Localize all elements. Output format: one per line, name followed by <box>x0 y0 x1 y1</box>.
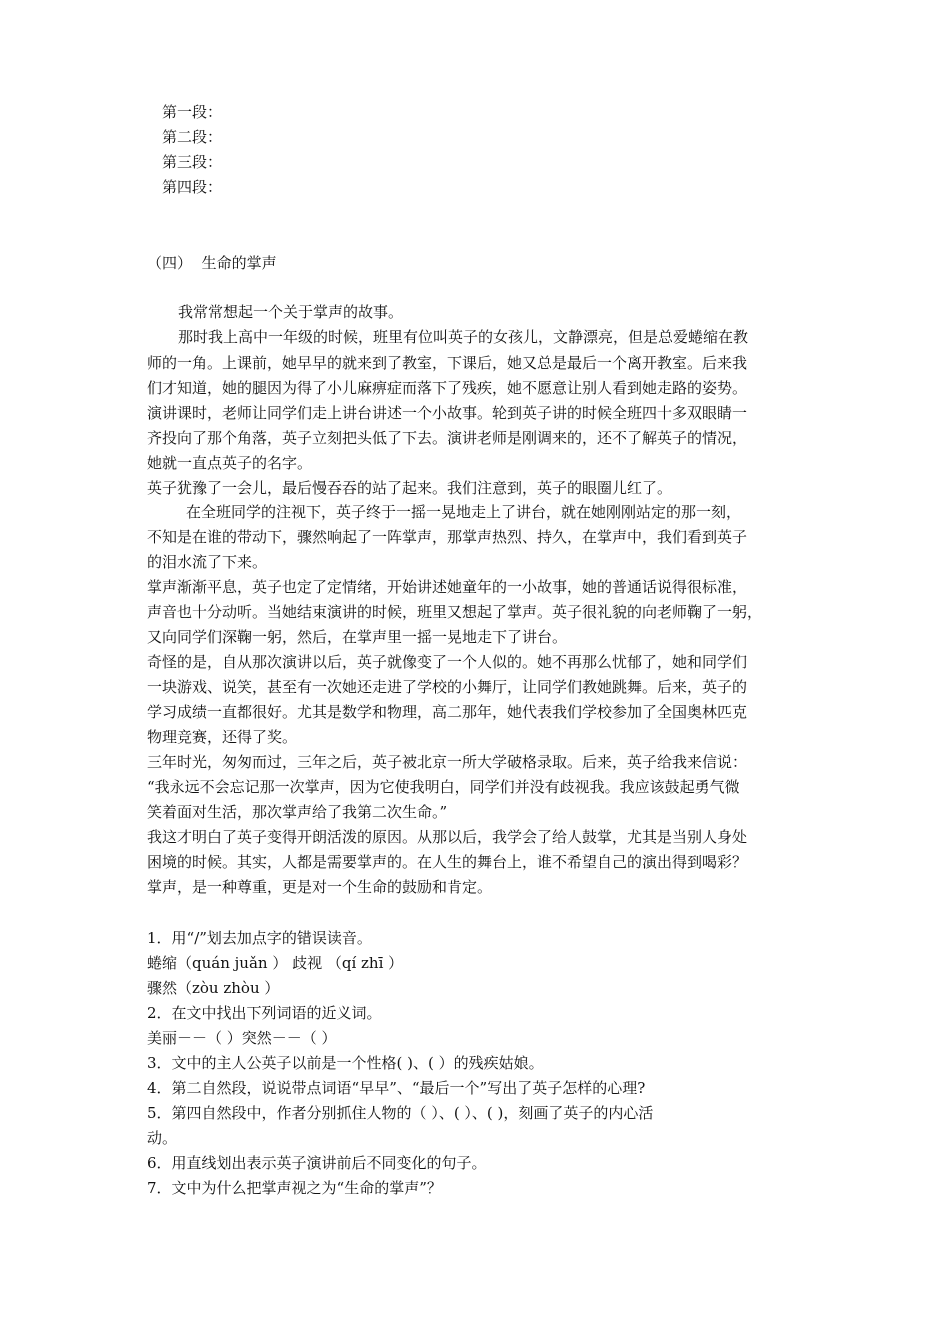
segment-label-4: 第四段： <box>162 178 223 196</box>
segment-label-1: 第一段： <box>162 103 223 121</box>
section-heading <box>147 252 277 274</box>
passage-line: 在全班同学的注视下，英子终于一摇一晃地走上了讲台，就在她刚刚站定的那一刻， <box>186 503 742 521</box>
passage-line: 声音也十分动听。当她结束演讲的时候，班里又想起了掌声。英子很礼貌的向老师鞠了一躬， <box>147 603 763 621</box>
passage-line: 掌声，是一种尊重，更是对一个生命的鼓励和肯定。 <box>147 878 493 896</box>
question-2: 2．在文中找出下列词语的近义词。 <box>147 1004 382 1022</box>
question-5: 5．第四自然段中，作者分别抓住人物的（ ）、( ）、( )，刻画了英子的内心活 <box>147 1104 654 1122</box>
passage-line: 我这才明白了英子变得开朗活泼的原因。从那以后，我学会了给人鼓掌，尤其是当别人身处 <box>147 828 748 846</box>
section-number: （四） <box>147 254 193 272</box>
passage-line: 笑着面对生活，那次掌声给了我第二次生命。” <box>147 803 448 821</box>
segment-label-3: 第三段： <box>162 153 223 171</box>
passage-line: 演讲课时，老师让同学们走上讲台讲述一个小故事。轮到英子讲的时候全班四十多双眼睛一 <box>147 404 748 422</box>
question-1: 1．用“/”划去加点字的错误读音。 <box>147 929 372 947</box>
section-title: 生命的掌声 <box>201 254 277 272</box>
question-1-item-b: 骤然（zòu zhòu ） <box>147 979 280 997</box>
passage-line: 那时我上高中一年级的时候，班里有位叫英子的女孩儿，文静漂亮，但是总爱蜷缩在教 <box>178 328 749 346</box>
passage-line: 齐投向了那个角落，英子立刻把头低了下去。演讲老师是刚调来的，还不了解英子的情况， <box>147 429 748 447</box>
passage-line: 困境的时候。其实，人都是需要掌声的。在人生的舞台上，谁不希望自己的演出得到喝彩？ <box>147 853 748 871</box>
passage-line: 不知是在谁的带动下，骤然响起了一阵掌声，那掌声热烈、持久，在掌声中，我们看到英子 <box>147 528 748 546</box>
passage-line: 奇怪的是，自从那次演讲以后，英子就像变了一个人似的。她不再那么忧郁了，她和同学们 <box>147 653 748 671</box>
passage-line: 师的一角。上课前，她早早的就来到了教室，下课后，她又总是最后一个离开教室。后来我 <box>147 354 748 372</box>
passage-line: 三年时光，匆匆而过，三年之后，英子被北京一所大学破格录取。后来，英子给我来信说： <box>147 753 748 771</box>
segment-label-2: 第二段： <box>162 128 223 146</box>
passage-line: 掌声渐渐平息，英子也定了定情绪，开始讲述她童年的一小故事，她的普通话说得很标准， <box>147 578 748 596</box>
question-3: 3．文中的主人公英子以前是一个性格( )、( ）的残疾姑娘。 <box>147 1054 544 1072</box>
passage-line: 她就一直点英子的名字。 <box>147 454 313 472</box>
question-1-item-a: 蜷缩（quán juǎn ） 歧视 （qí zhī ） <box>147 954 404 972</box>
question-6: 6．用直线划出表示英子演讲前后不同变化的句子。 <box>147 1154 487 1172</box>
question-4: 4．第二自然段，说说带点词语“早早”、“最后一个”写出了英子怎样的心理? <box>147 1079 646 1097</box>
passage-line: 一块游戏、说笑，甚至有一次她还走进了学校的小舞厅，让同学们教她跳舞。后来，英子的 <box>147 678 748 696</box>
passage-line: 又向同学们深鞠一躬，然后，在掌声里一摇一晃地走下了讲台。 <box>147 628 568 646</box>
passage-line: 物理竞赛，还得了奖。 <box>147 728 298 746</box>
passage-line: “我永远不会忘记那一次掌声，因为它使我明白，同学们并没有歧视我。我应该鼓起勇气微 <box>147 778 740 796</box>
passage-line: 们才知道，她的腿因为得了小儿麻痹症而落下了残疾，她不愿意让别人看到她走路的姿势。 <box>147 379 748 397</box>
question-2-items: 美丽－－（ ）突然－－（ ） <box>147 1029 337 1047</box>
question-5-cont: 动。 <box>147 1129 178 1147</box>
passage-line: 英子犹豫了一会儿，最后慢吞吞的站了起来。我们注意到，英子的眼圈儿红了。 <box>147 479 673 497</box>
passage-line: 的泪水流了下来。 <box>147 553 268 571</box>
passage-line: 我常常想起一个关于掌声的故事。 <box>178 303 404 321</box>
passage-line: 学习成绩一直都很好。尤其是数学和物理，高二那年，她代表我们学校参加了全国奥林匹克 <box>147 703 748 721</box>
question-7: 7．文中为什么把掌声视之为“生命的掌声”？ <box>147 1179 442 1197</box>
